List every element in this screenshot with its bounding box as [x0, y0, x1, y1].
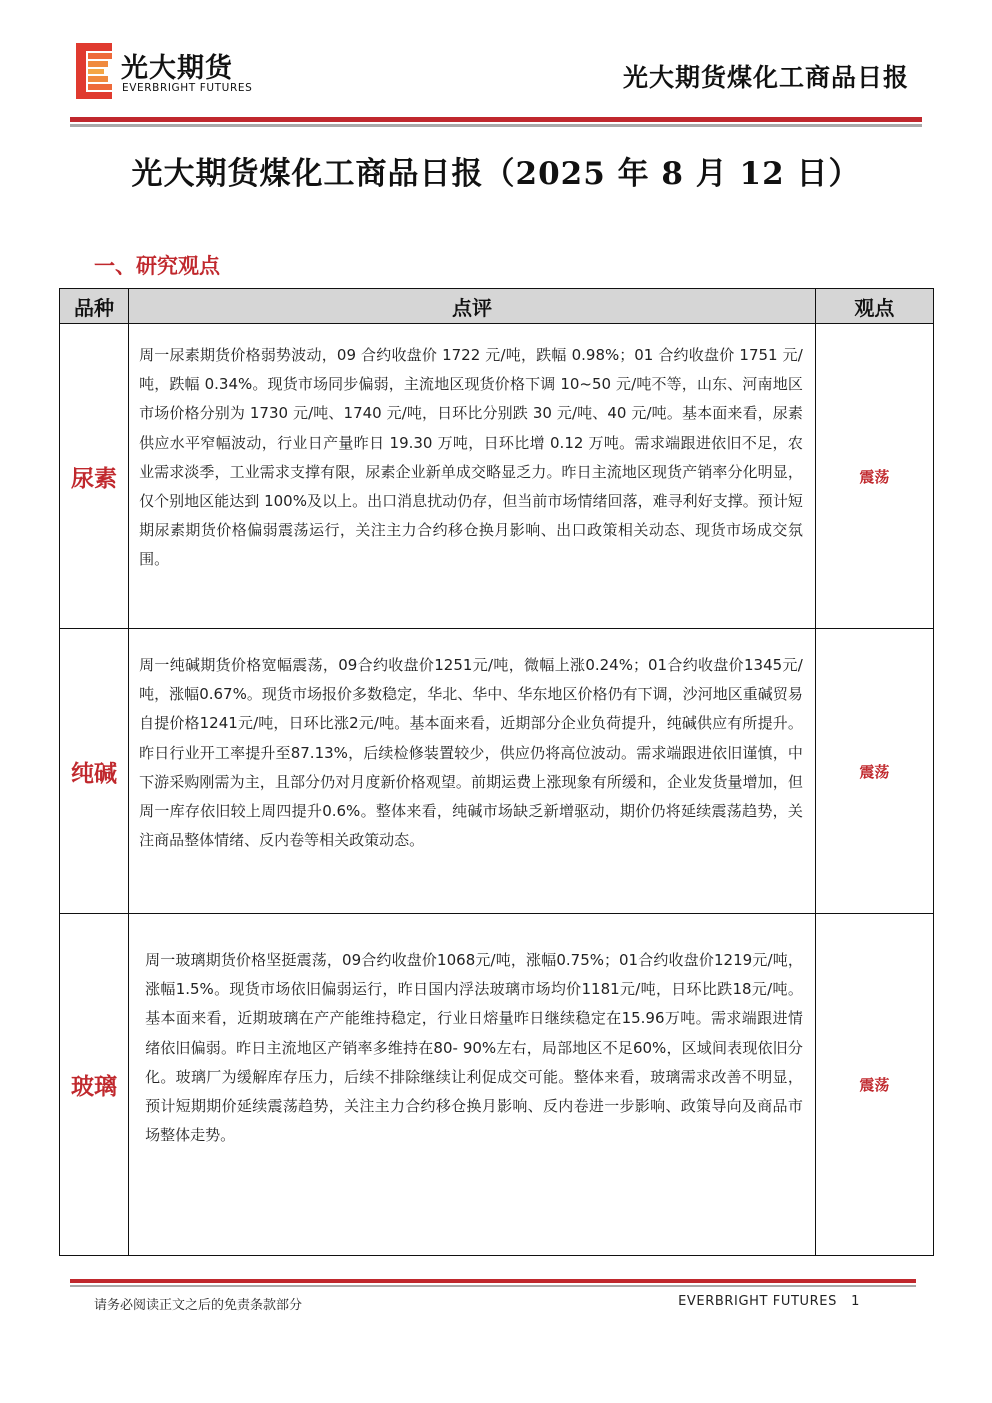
commodity-view: 震荡 — [815, 629, 933, 914]
header-divider-red — [70, 117, 922, 122]
header-type: 品种 — [60, 289, 129, 324]
commodity-comment-cell — [129, 629, 816, 914]
commodity-comment: 周一尿素期货价格弱势波动，09 合约收盘价 1722 元/吨，跌幅 0.98%；01 合约收盘价 1751 元/吨，跌幅 0.34%。现货市场同步偏弱，主流地区现货价格下调 10~50 元/吨不等，山东、河南地区市场价格分别为 1730 元/吨、1740 元/吨，日环比分别跌 30 元/吨、40 元/吨。基本面来看，尿素供应水平窄幅波动，行业日产量昨日 19.30 万吨，日环比增 0.12 万吨。需求端跟进依旧不足，农业需求淡季，工业需求支撑有限，尿素企业新单成交略显乏力。昨日主流地区现货产销率分化明显，仅个别地区能达到 100%及以上。出口消息扰动仍存，但当前市场情绪回落，难寻利好支撑。预计短期尿素期货价格偏弱震荡运行，关注主力合约移仓换月影响、出口政策相关动态、现货市场成交氛围。 — [139, 346, 803, 569]
research-view-table — [59, 288, 934, 1256]
table-row — [60, 629, 934, 914]
page-number: 1 — [851, 1294, 860, 1309]
commodity-name: 尿素 — [60, 324, 129, 629]
commodity-name: 纯碱 — [60, 629, 129, 914]
document-title: 光大期货煤化工商品日报（2025 年 8 月 12 日） — [131, 156, 861, 192]
commodity-comment: 周一玻璃期货价格坚挺震荡，09合约收盘价1068元/吨，涨幅0.75%；01合约收盘价1219元/吨，涨幅1.5%。现货市场依旧偏弱运行，昨日国内浮法玻璃市场均价1181元/吨，日环比跌18元/吨。基本面来看，近期玻璃在产产能维持稳定，行业日熔量昨日继续稳定在15.96万吨。需求端跟进情绪依旧偏弱。昨日主流地区产销率多维持在80- 90%左右，局部地区不足60%，区域间表现依旧分化。玻璃厂为缓解库存压力，后续不排除继续让利促成交可能。整体来看，玻璃需求改善不明显，预计短期期价延续震荡趋势，关注主力合约移仓换月影响、反内卷进一步影响、政策导向及商品市场整体走势。 — [145, 951, 803, 1145]
logo-chinese-name: 光大期货 — [121, 53, 233, 84]
section-title: 一、研究观点 — [94, 253, 220, 278]
footer-brand: EVERBRIGHT FUTURES — [678, 1294, 837, 1309]
footer-divider-red — [70, 1279, 916, 1283]
table-row — [60, 914, 934, 1256]
commodity-comment-cell — [129, 324, 816, 629]
commodity-name: 玻璃 — [60, 914, 129, 1256]
commodity-comment-cell — [129, 914, 816, 1256]
header-comment: 点评 — [129, 289, 816, 324]
table-header-row — [60, 289, 934, 324]
header-view: 观点 — [815, 289, 933, 324]
everbright-logo-icon — [76, 43, 112, 99]
header-divider-gray — [70, 124, 922, 127]
commodity-view: 震荡 — [815, 324, 933, 629]
logo-english-name: EVERBRIGHT FUTURES — [122, 82, 253, 94]
footer-disclaimer: 请务必阅读正文之后的免责条款部分 — [94, 1298, 303, 1313]
footer-divider-gray — [70, 1285, 916, 1287]
table-row — [60, 324, 934, 629]
page-header — [0, 0, 992, 130]
header-report-name: 光大期货煤化工商品日报 — [622, 63, 909, 92]
commodity-comment: 周一纯碱期货价格宽幅震荡，09合约收盘价1251元/吨，微幅上涨0.24%；01合约收盘价1345元/吨，涨幅0.67%。现货市场报价多数稳定，华北、华中、华东地区价格仍有下调，沙河地区重碱贸易自提价格1241元/吨，日环比涨2元/吨。基本面来看，近期部分企业负荷提升，纯碱供应有所提升。昨日行业开工率提升至87.13%，后续检修装置较少，供应仍将高位波动。需求端跟进依旧谨慎，中下游采购刚需为主，且部分仍对月度新价格观望。前期运费上涨现象有所缓和，企业发货量增加，但周一库存依旧较上周四提升0.6%。整体来看，纯碱市场缺乏新增驱动，期价仍将延续震荡趋势，关注商品整体情绪、反内卷等相关政策动态。 — [139, 656, 803, 850]
commodity-view: 震荡 — [815, 914, 933, 1256]
footer-brand-page — [678, 1294, 860, 1309]
